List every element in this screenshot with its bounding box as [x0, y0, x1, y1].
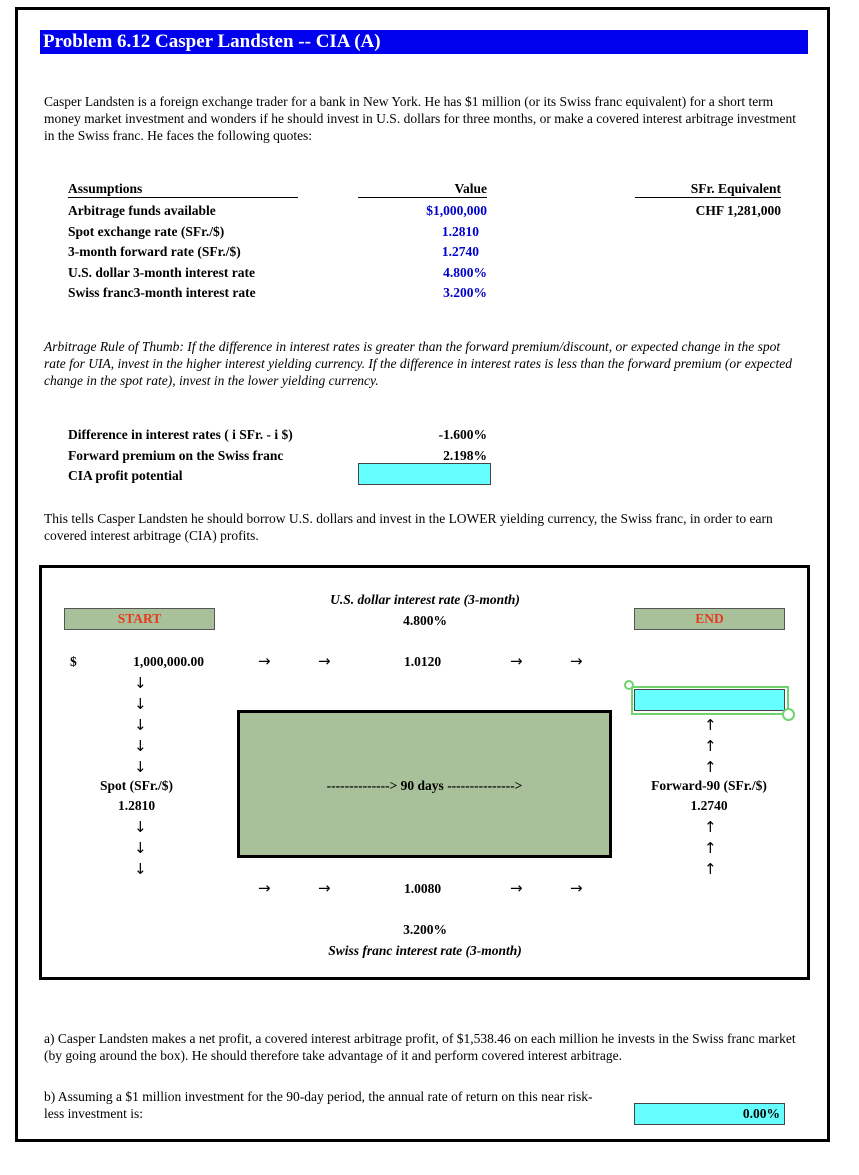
- assumption-label: Spot exchange rate (SFr./$): [68, 224, 225, 239]
- days-label: --------------> 90 days --------------->: [326, 778, 523, 793]
- sfr-rate-title: Swiss franc interest rate (3-month): [328, 943, 522, 958]
- assumption-label: U.S. dollar 3-month interest rate: [68, 265, 255, 280]
- forward-premium-label: Forward premium on the Swiss franc: [68, 448, 284, 463]
- sfr-interest-factor: 1.0080: [403, 881, 442, 896]
- end-label: END: [634, 608, 785, 630]
- conclusion-paragraph: This tells Casper Landsten he should borrow U.S. dollars and invest in the LOWER yielding currency, the Swiss franc, in order to earn covered interest arbitrage (CIA) profits.: [44, 511, 773, 543]
- arrow-down-icon: ↓: [134, 695, 147, 713]
- arrow-down-icon: ↓: [134, 818, 147, 836]
- arrow-down-icon: ↓: [134, 674, 147, 692]
- arrow-up-icon: ↑: [704, 737, 717, 755]
- usd-rate-title: U.S. dollar interest rate (3-month): [330, 592, 520, 607]
- intro-paragraph: Casper Landsten is a foreign exchange trader for a bank in New York. He has $1 million (or its Swiss franc equivalent) for a short term money market investment and wonders if he should invest in U.S. dollars for three months, or make a covered interest arbitrage investment in the Swiss franc. He faces the following quotes:: [44, 94, 797, 143]
- difference-value: -1.600%: [438, 427, 487, 442]
- selection-handle[interactable]: [782, 708, 795, 721]
- cia-profit-label: CIA profit potential: [68, 468, 183, 483]
- forward-label: Forward-90 (SFr./$): [651, 778, 767, 793]
- arrow-up-icon: ↑: [704, 758, 717, 776]
- start-label: START: [64, 608, 215, 630]
- usd-interest-factor: 1.0120: [403, 654, 442, 669]
- answer-b: b) Assuming a $1 million investment for the 90-day period, the annual rate of return on this near risk-less investment is:: [44, 1089, 593, 1121]
- sfr-equivalent-header: SFr. Equivalent: [635, 181, 781, 198]
- arrow-up-icon: ↑: [704, 716, 717, 734]
- sfr-rate-value: 3.200%: [403, 922, 447, 937]
- assumption-label: Arbitrage funds available: [68, 203, 216, 218]
- assumption-value: $1,000,000: [426, 203, 487, 218]
- sfr-equivalent-value: CHF 1,281,000: [695, 203, 781, 218]
- arrow-up-icon: ↑: [704, 839, 717, 857]
- arrow-down-icon: ↓: [134, 737, 147, 755]
- usd-rate-value: 4.800%: [403, 613, 447, 628]
- arrow-right-icon: →: [570, 879, 583, 897]
- assumptions-header: Assumptions: [68, 181, 298, 198]
- answer-a: a) Casper Landsten makes a net profit, a covered interest arbitrage profit, of $1,538.46 on each million he invests in the Swiss franc market (by going around the box). He should therefore take advantage of it and perform covered interest arbitrage.: [44, 1031, 796, 1063]
- arrow-up-icon: ↑: [704, 860, 717, 878]
- forward-value: 1.2740: [690, 798, 728, 813]
- arrow-right-icon: →: [258, 879, 271, 897]
- arrow-down-icon: ↓: [134, 758, 147, 776]
- arrow-down-icon: ↓: [134, 860, 147, 878]
- difference-label: Difference in interest rates ( i SFr. - i $): [68, 427, 293, 442]
- assumption-value: 1.2740: [441, 244, 479, 259]
- annual-return-cell[interactable]: 0.00%: [634, 1103, 785, 1125]
- spot-label: Spot (SFr./$): [99, 778, 173, 793]
- assumption-label: 3-month forward rate (SFr./$): [68, 244, 241, 259]
- start-amount: 1,000,000.00: [133, 654, 204, 669]
- end-value-cell[interactable]: [634, 689, 785, 711]
- arrow-up-icon: ↑: [704, 818, 717, 836]
- arrow-right-icon: →: [318, 652, 331, 670]
- arrow-right-icon: →: [570, 652, 583, 670]
- selection-handle[interactable]: [624, 680, 634, 690]
- assumption-label: Swiss franc3-month interest rate: [68, 285, 256, 300]
- arrow-right-icon: →: [510, 879, 523, 897]
- arrow-down-icon: ↓: [134, 839, 147, 857]
- arrow-right-icon: →: [258, 652, 271, 670]
- rule-of-thumb: Arbitrage Rule of Thumb: If the difference in interest rates is greater than the forward premium/discount, or expected change in the spot rate for UIA, invest in the higher interest yielding currency. If the difference in interest rates is less than the forward premium (or expected change in the spot rate), invest in the lower yielding currency.: [44, 339, 792, 388]
- assumption-value: 3.200%: [443, 285, 487, 300]
- dollar-sign: $: [70, 654, 77, 669]
- cia-profit-cell[interactable]: [358, 463, 491, 485]
- page-title: Problem 6.12 Casper Landsten -- CIA (A): [40, 30, 808, 54]
- assumption-value: 1.2810: [441, 224, 479, 239]
- forward-premium-value: 2.198%: [358, 448, 487, 465]
- assumption-value: 4.800%: [443, 265, 487, 280]
- spot-value: 1.2810: [117, 798, 156, 813]
- arrow-right-icon: →: [318, 879, 331, 897]
- arrow-right-icon: →: [510, 652, 523, 670]
- arrow-down-icon: ↓: [134, 716, 147, 734]
- value-header: Value: [358, 181, 487, 198]
